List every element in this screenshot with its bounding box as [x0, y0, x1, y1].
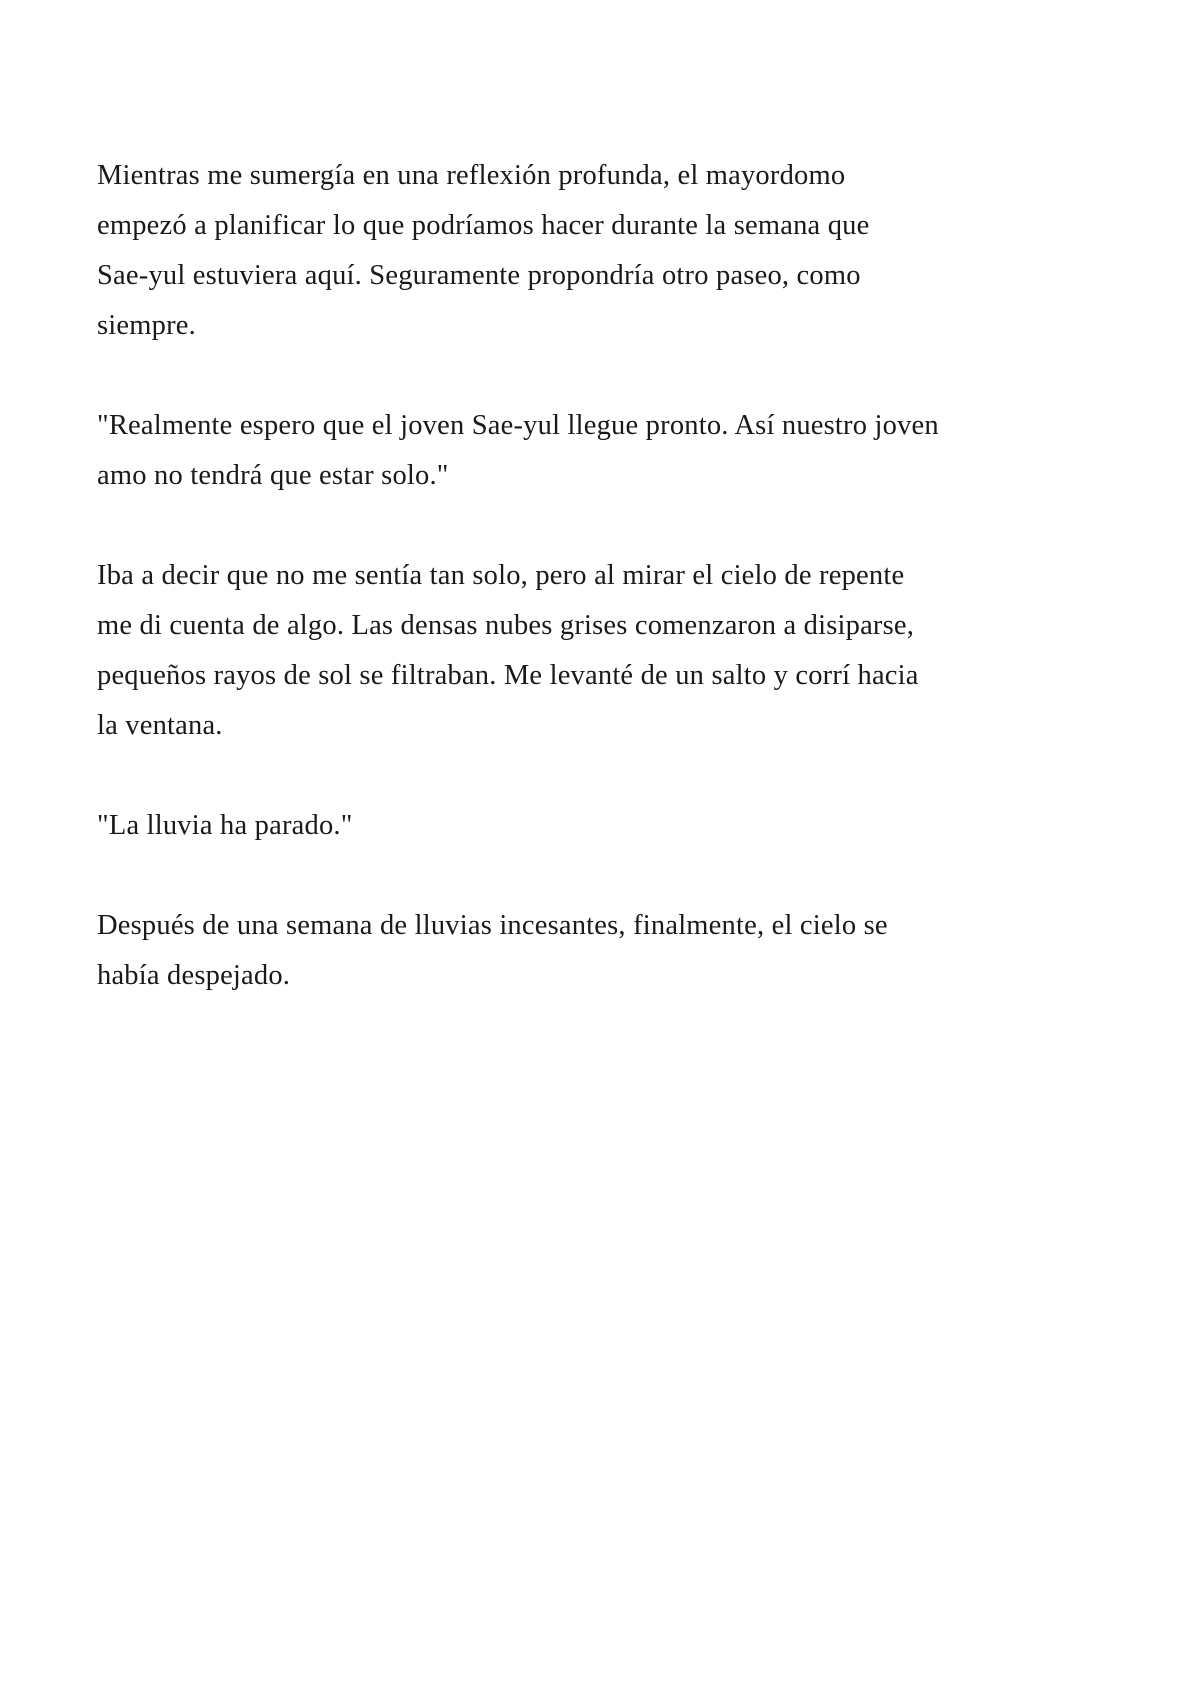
paragraph-conclusion [97, 901, 1107, 1001]
text-line: pequeños rayos de sol se filtraban. Me levanté de un salto y corrí hacia [97, 660, 919, 691]
paragraph-rain-stopped-quote [97, 801, 1107, 851]
text-line: amo no tendrá que estar solo." [97, 460, 449, 491]
text-line: "Realmente espero que el joven Sae-yul llegue pronto. Así nuestro joven [97, 410, 939, 441]
paragraph-reflection [97, 151, 1107, 351]
text-line: la ventana. [97, 710, 223, 741]
text-line: había despejado. [97, 960, 291, 991]
text-line: Mientras me sumergía en una reflexión profunda, el mayordomo [97, 160, 846, 191]
text-line: me di cuenta de algo. Las densas nubes grises comenzaron a disiparse, [97, 610, 915, 641]
text-line: Sae-yul estuviera aquí. Seguramente propondría otro paseo, como [97, 260, 861, 291]
text-line: Iba a decir que no me sentía tan solo, pero al mirar el cielo de repente [97, 560, 905, 591]
text-line: Después de una semana de lluvias incesantes, finalmente, el cielo se [97, 910, 888, 941]
text-line: empezó a planificar lo que podríamos hacer durante la semana que [97, 210, 870, 241]
paragraph-butler-quote [97, 401, 1107, 501]
paragraph-sky-clearing [97, 551, 1107, 751]
text-line: siempre. [97, 310, 196, 341]
text-line: "La lluvia ha parado." [97, 810, 353, 841]
document-page [97, 151, 1107, 1051]
